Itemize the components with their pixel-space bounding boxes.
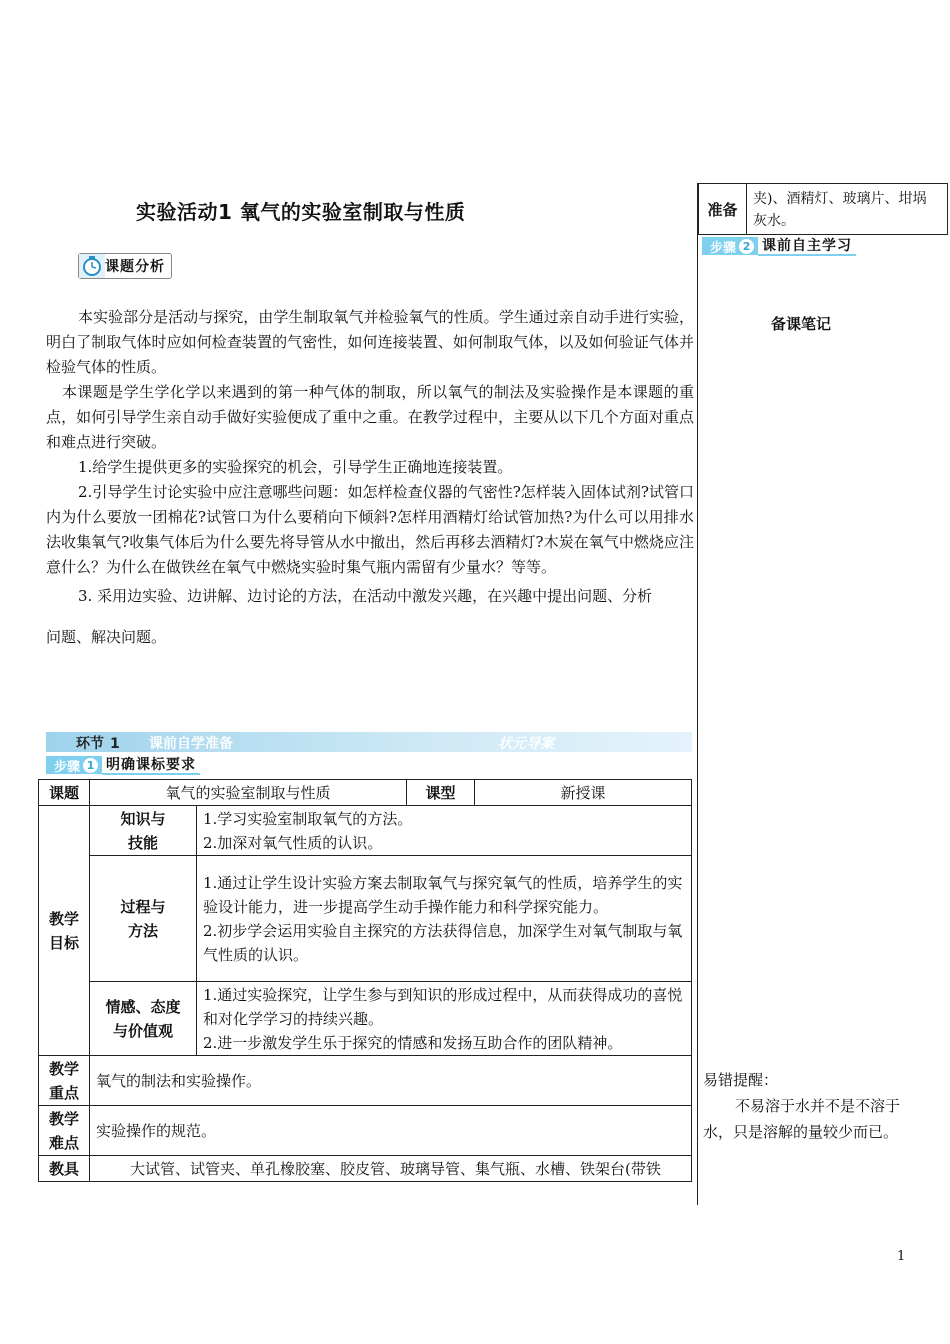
segment-1-banner (46, 732, 692, 752)
guide-label: 状元导案 (498, 736, 554, 752)
tools-value: 大试管、试管夹、单孔橡胶塞、胶皮管、玻璃导管、集气瓶、水槽、铁架台(带铁 (90, 1156, 692, 1182)
notes-title: 备课笔记 (771, 315, 832, 333)
paragraph-5b: 问题、解决问题。 (46, 628, 167, 646)
emotion-goals (197, 982, 692, 1056)
knowledge-goal-1: 1.学习实验室制取氧气的方法。 (203, 809, 413, 828)
prep-line-2: 灰水。 (753, 213, 795, 229)
process-goal-1: 1.通过让学生设计实验方案去制取氧气与探究氧气的性质，培养学生的实验设计能力，进一步提高学生动手操作能力和科学探究能力。 (203, 873, 683, 916)
key-point-value: 氧气的制法和实验操作。 (90, 1056, 692, 1106)
prep-text (753, 188, 949, 232)
goals-label: 教学 目标 (39, 806, 90, 1056)
segment-title: 课前自学准备 (149, 736, 233, 752)
knowledge-label: 知识与 技能 (90, 806, 197, 856)
table-row (39, 1156, 692, 1182)
prep-continuation-box (698, 183, 948, 235)
step-2-tag: 步骤 2 (702, 237, 758, 255)
prep-label: 准备 (699, 184, 747, 234)
tools-label: 教具 (39, 1156, 90, 1182)
step-2-title: 课前自主学习 (758, 236, 856, 256)
page-title: 实验活动1 氧气的实验室制取与性质 (136, 200, 466, 224)
analysis-text (46, 305, 694, 650)
table-row (39, 982, 692, 1056)
topic-label: 课题 (39, 780, 90, 806)
segment-label: 环节 1 (76, 736, 120, 752)
type-value: 新授课 (475, 780, 692, 806)
emotion-goal-2: 2.进一步激发学生乐于探究的情感和发扬互助合作的团队精神。 (203, 1033, 623, 1052)
difficulty-value: 实验操作的规范。 (90, 1106, 692, 1156)
page-number: 1 (897, 1249, 906, 1264)
step-1-header (46, 755, 200, 775)
emotion-label: 情感、态度 与价值观 (90, 982, 197, 1056)
knowledge-goal-2: 2.加深对氧气性质的认识。 (203, 833, 383, 852)
lesson-table (38, 779, 692, 1182)
tip-title: 易错提醒： (703, 1071, 779, 1089)
type-label: 课型 (407, 780, 475, 806)
table-row (39, 806, 692, 856)
segment-banner-bar (46, 732, 692, 752)
knowledge-goals (197, 806, 692, 856)
topic-badge-label: 课题分析 (105, 259, 165, 275)
paragraph-4: 2.引导学生讨论实验中应注意哪些问题：如怎样检查仪器的气密性?怎样装入固体试剂?试管口内为什么要放一团棉花?试管口为什么要稍向下倾斜?怎样用酒精灯给试管加热?为什么可以用排水法收集氧气?收集气体后为什么要先将导管从水中撤出，然后再移去酒精灯?木炭在氧气中燃烧应注意什么？为什么在做铁丝在氧气中燃烧实验时集气瓶内需留有少量水？等等。 (46, 483, 694, 576)
tip-text: 不易溶于水并不是不溶于水，只是溶解的量较少而已。 (703, 1097, 901, 1141)
prep-line-1: 夹)、酒精灯、玻璃片、坩埚 (753, 191, 927, 207)
difficulty-label: 教学 难点 (39, 1106, 90, 1156)
paragraph-2: 本课题是学生学化学以来遇到的第一种气体的制取，所以氧气的制法及实验操作是本课题的重点，如何引导学生亲自动手做好实验便成了重中之重。在教学过程中，主要从以下几个方面对重点和难点进行突破。 (46, 383, 694, 451)
key-point-label: 教学 重点 (39, 1056, 90, 1106)
step-2-number: 2 (739, 239, 754, 254)
topic-value: 氧气的实验室制取与性质 (90, 780, 407, 806)
process-label: 过程与 方法 (90, 856, 197, 982)
paragraph-1: 本实验部分是活动与探究，由学生制取氧气并检验氧气的性质。学生通过亲自动手进行实验，明白了制取气体时应如何检查装置的气密性，如何连接装置、如何制取气体，以及如何验证气体并检验气体的性质。 (46, 308, 694, 376)
topic-analysis-badge (78, 253, 172, 279)
table-row (39, 1106, 692, 1156)
process-goals (197, 856, 692, 982)
segment-number: 1 (110, 736, 120, 752)
emotion-goal-1: 1.通过实验探究，让学生参与到知识的形成过程中，从而获得成功的喜悦和对化学学习的持续兴趣。 (203, 985, 683, 1028)
table-row (39, 1056, 692, 1106)
table-row (39, 780, 692, 806)
clock-icon (79, 254, 105, 278)
step-2-header (702, 236, 856, 256)
error-tip (703, 1067, 908, 1145)
paragraph-5a: 3. 采用边实验、边讲解、边讨论的方法，在活动中激发兴趣，在兴趣中提出问题、分析 (78, 587, 653, 605)
step-1-tag: 步骤 1 (46, 756, 102, 774)
step-1-number: 1 (83, 758, 98, 773)
process-goal-2: 2.初步学会运用实验自主探究的方法获得信息，加深学生对氧气制取与氧气性质的认识。 (203, 921, 683, 964)
margin-divider (697, 183, 698, 1205)
table-row (39, 856, 692, 982)
paragraph-3: 1.给学生提供更多的实验探究的机会，引导学生正确地连接装置。 (78, 458, 513, 476)
step-1-title: 明确课标要求 (102, 755, 200, 775)
